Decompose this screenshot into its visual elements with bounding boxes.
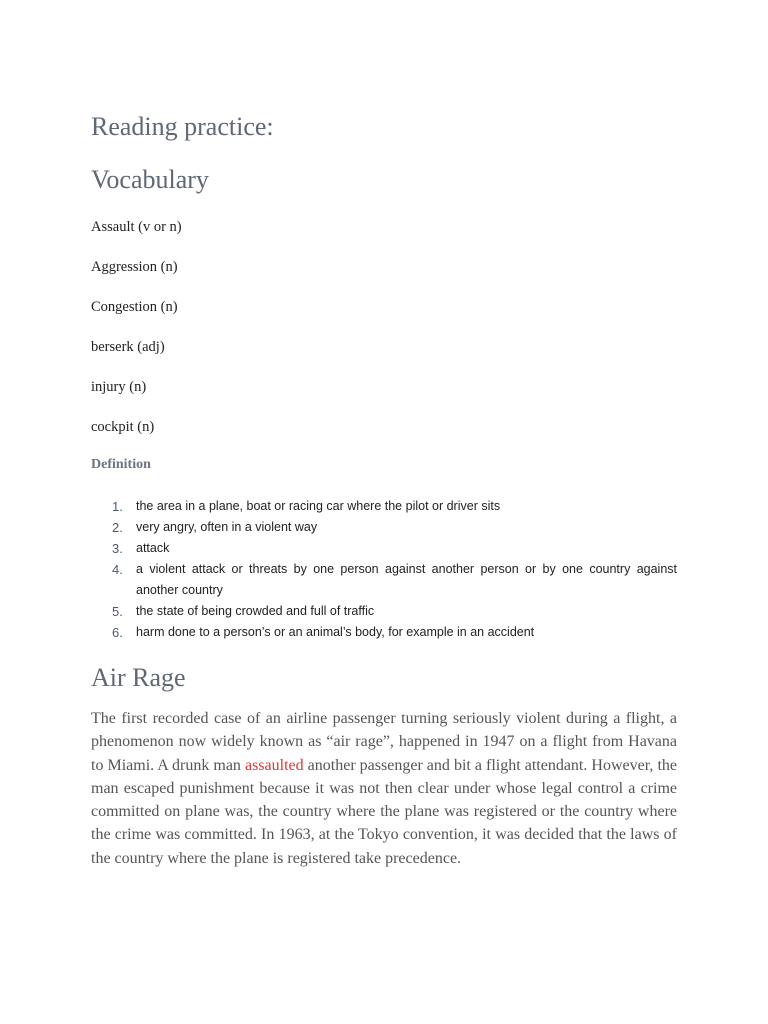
definition-item [91,622,677,643]
definition-text: the state of being crowded and full of traffic [136,604,375,618]
definition-item [91,559,677,601]
definition-list [91,496,677,643]
definition-item [91,517,677,538]
definition-item [91,496,677,517]
vocabulary-item: berserk (adj) [91,339,165,355]
vocabulary-item: Congestion (n) [91,299,178,315]
definition-text: a violent attack or threats by one person against another person or by one country against another country [136,562,677,597]
air-rage-heading: Air Rage [91,663,186,692]
vocabulary-item: injury (n) [91,379,147,395]
definition-item [91,601,677,622]
page-title: Reading practice: [91,112,274,141]
vocabulary-item: Aggression (n) [91,259,178,275]
definition-number: 6. [112,625,123,640]
paragraph-text-end: another passenger and bit a flight attendant. However, the man escaped punishment because it was not then clear under whose legal control a crime committed on plane was, the country where the plane was registered or the country where the crime was committed. In 1963, at the Tokyo convention, it was decided that the laws of the country where the plane is registered take precedence. [91,756,677,867]
vocabulary-item: cockpit (n) [91,419,155,435]
definition-text: the area in a plane, boat or racing car where the pilot or driver sits [136,499,501,513]
definition-text: attack [136,541,170,555]
air-rage-paragraph [91,707,677,870]
definition-number: 5. [112,604,123,619]
highlighted-word: assaulted [244,756,304,774]
definition-heading: Definition [91,457,151,472]
definition-number: 2. [112,520,123,535]
vocabulary-item: Assault (v or n) [91,219,182,235]
vocabulary-list [91,216,182,456]
definition-number: 4. [112,562,123,577]
definition-text: very angry, often in a violent way [136,520,318,534]
vocabulary-heading: Vocabulary [91,165,209,194]
definition-item [91,538,677,559]
definition-number: 1. [112,499,123,514]
definition-text: harm done to a person’s or an animal’s body, for example in an accident [136,625,535,639]
definition-number: 3. [112,541,123,556]
paragraph-text-start: The first recorded case of an airline passenger turning seriously violent during a flight, a phenomenon now widely known as “air rage”, happened in 1947 on a flight from Havana to Miami. A drunk man [91,710,677,774]
